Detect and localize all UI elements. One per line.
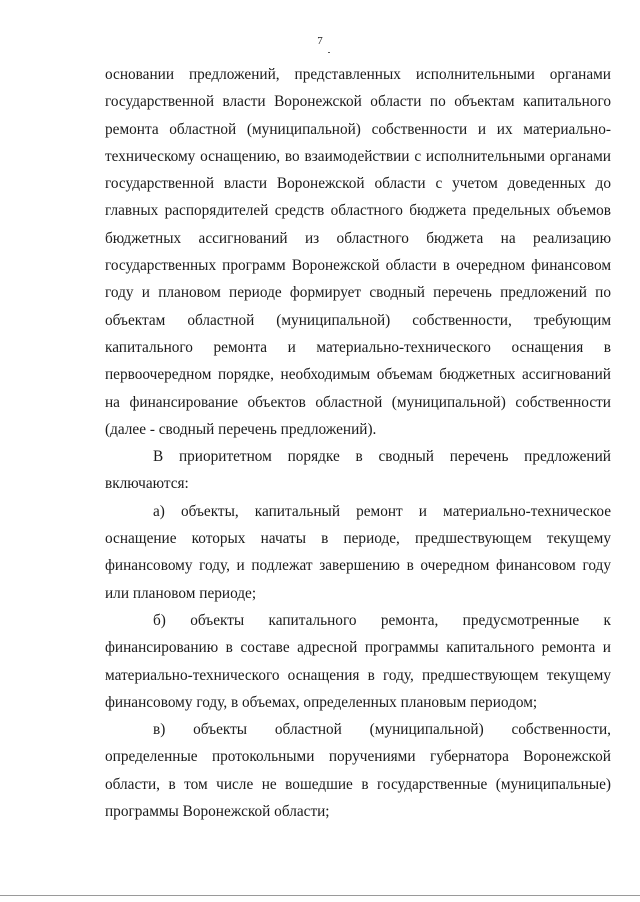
page-number: 7 [317,35,323,47]
paragraph-item-a: а) объекты, капитальный ремонт и материально-техническое оснащение которых начаты в периоде, предшествующем текущему финансовому году, и подлежат завершению в очередном финансовом году или плановом периоде; [105,502,611,602]
paragraph-continuation: основании предложений, представленных исполнительными органами государственной власти Воронежской области по объектам капитального ремонта областной (муниципальной) собственности и их материально-техническому оснащению, во взаимодействии с исполнительными органами государственной власти Воронежской области с учетом доведенных до главных распорядителей средств областного бюджета предельных объемов бюджетных ассигнований из областного бюджета на реализацию государственных программ Воронежской области в очередном финансовом году и плановом периоде формирует сводный перечень предложений по объектам областной (муниципальной) собственности, требующим капитального ремонта и материально-технического оснащения в первоочередном порядке, необходимым объемам бюджетных ассигнований на финансирование объектов областной (муниципальной) собственности (далее - сводный перечень предложений). [105,66,611,438]
paragraph-item-v: в) объекты областной (муниципальной) собственности, определенные протокольными поручениями губернатора Воронежской области, в том числе не вошедшие в государственные (муниципальные) программы Воронежской области; [105,721,611,821]
scan-bottom-edge [0,895,640,896]
scan-speck [328,52,330,53]
paragraph-priority-intro: В приоритетном порядке в сводный перечень предложений включаются: [105,448,611,493]
document-body [105,61,611,825]
paragraph-item-b: б) объекты капитального ремонта, предусмотренные к финансированию в составе адресной программы капитального ремонта и материально-технического оснащения в году, предшествующем текущему финансовому году, в объемах, определенных плановым периодом; [105,611,611,711]
